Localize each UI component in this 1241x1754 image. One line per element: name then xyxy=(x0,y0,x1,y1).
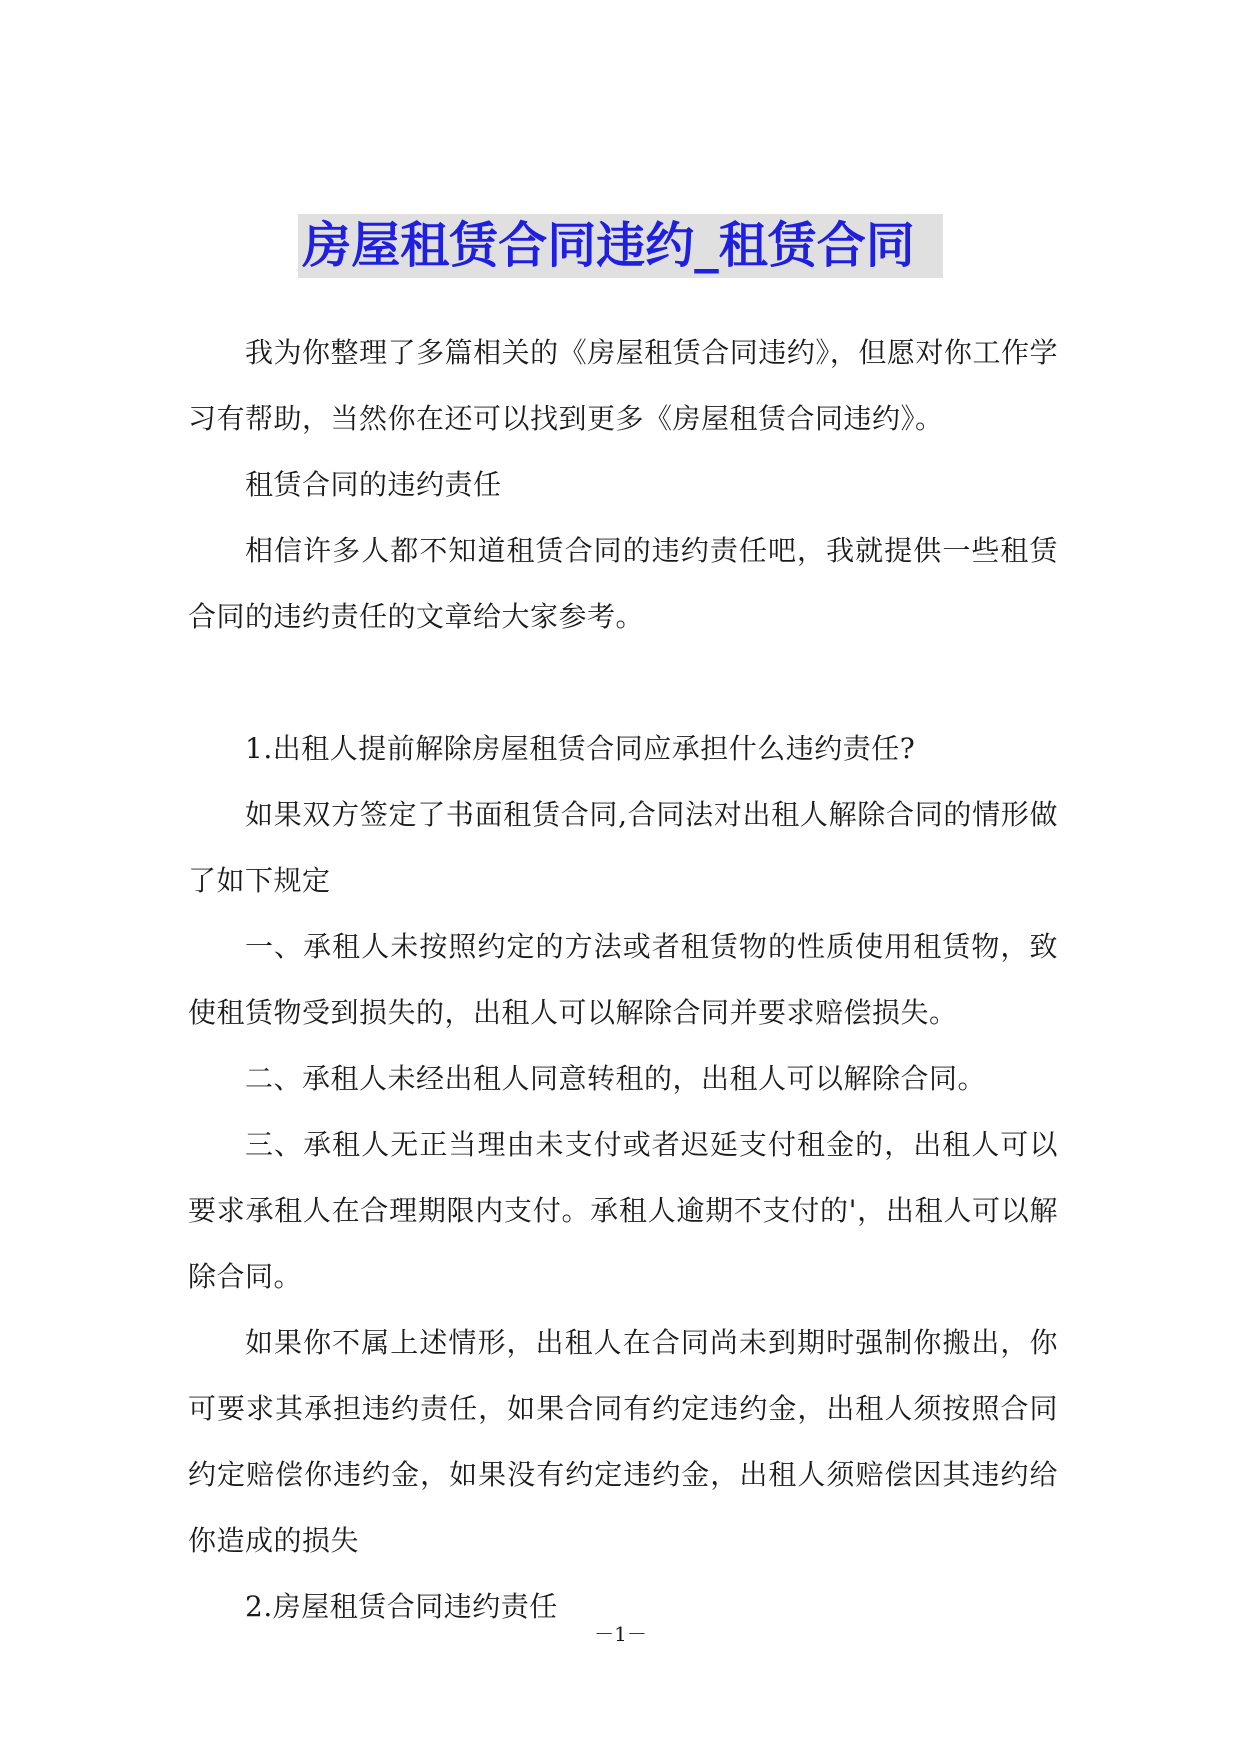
document-title: 房屋租赁合同违约_租赁合同 xyxy=(298,214,943,278)
paragraph-intro: 我为你整理了多篇相关的《房屋租赁合同违约》，但愿对你工作学习有帮助，当然你在还可以找到更多《房屋租赁合同违约》。 xyxy=(188,336,1058,435)
paragraph-clause-3: 三、承租人无正当理由未支付或者迟延支付租金的，出租人可以要求承租人在合理期限内支付。承租人逾期不支付的'，出租人可以解除合同。 xyxy=(188,1128,1058,1293)
paragraph-reference: 相信许多人都不知道租赁合同的违约责任吧，我就提供一些租赁合同的违约责任的文章给大家参考。 xyxy=(188,534,1058,633)
paragraph-clause-2: 二、承租人未经出租人同意转租的，出租人可以解除合同。 xyxy=(245,1062,987,1095)
paragraph-clause-1: 一、承租人未按照约定的方法或者租赁物的性质使用租赁物，致使租赁物受到损失的，出租人可以解除合同并要求赔偿损失。 xyxy=(188,930,1058,1029)
paragraph-spacer xyxy=(188,650,1058,716)
paragraph-heading-2: 2.房屋租赁合同违约责任 xyxy=(245,1590,558,1623)
paragraph-question-1: 1.出租人提前解除房屋租赁合同应承担什么违约责任? xyxy=(245,732,916,765)
paragraph-remedy: 如果你不属上述情形，出租人在合同尚未到期时强制你搬出，你可要求其承担违约责任，如果合同有约定违约金，出租人须按照合同约定赔偿你违约金，如果没有约定违约金，出租人须赔偿因其违约给你造成的损失 xyxy=(188,1326,1058,1557)
title-container xyxy=(0,214,1241,278)
paragraph-heading-liability: 租赁合同的违约责任 xyxy=(245,468,502,501)
page-number: －1－ xyxy=(594,1622,647,1646)
paragraph-contract-law: 如果双方签定了书面租赁合同,合同法对出租人解除合同的情形做了如下规定 xyxy=(188,798,1058,897)
document-body xyxy=(188,320,1058,1640)
